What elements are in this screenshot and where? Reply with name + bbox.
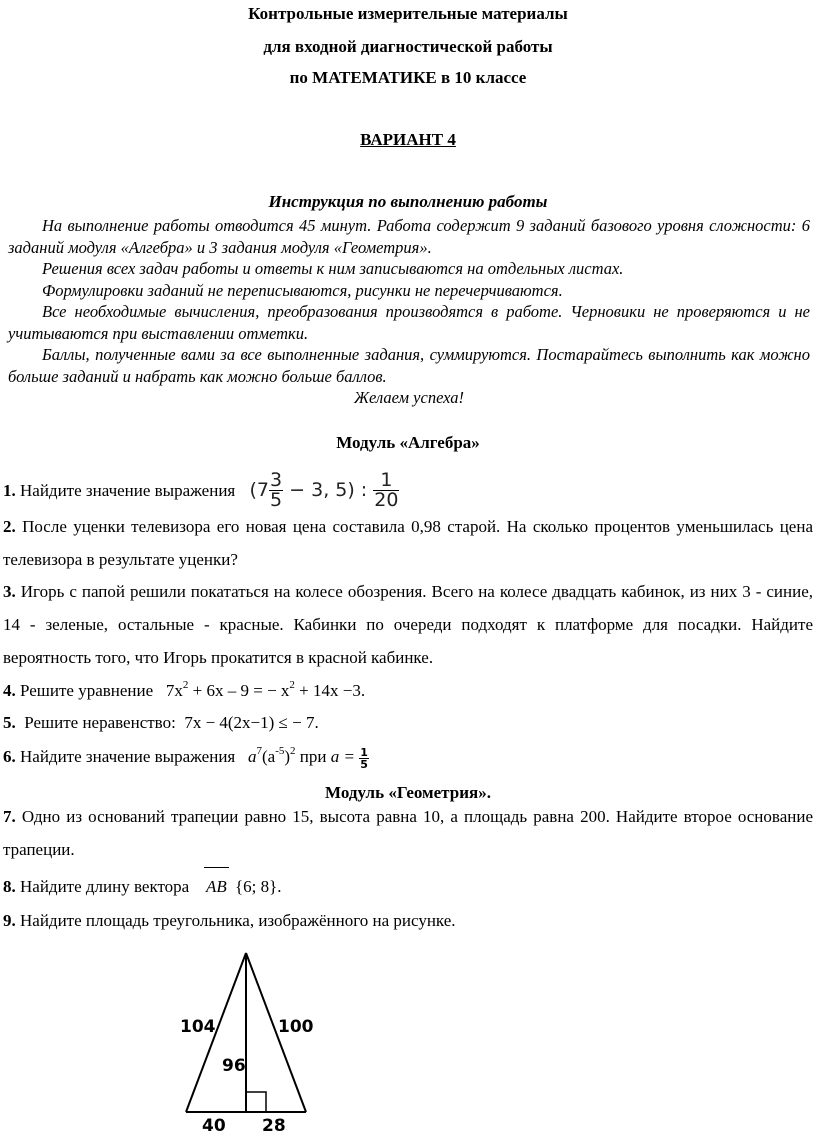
instructions-p5: Баллы, полученные вами за все выполненные задания, суммируются. Постарайтесь выполнить как можно больше заданий и набрать как можно больше баллов. (8, 345, 810, 386)
left-side-label: 104 (180, 1017, 216, 1037)
task-number: 9. (3, 911, 16, 930)
right-angle-mark (246, 1092, 266, 1112)
task-9 (3, 904, 813, 937)
task-number: 4. (3, 681, 16, 700)
task-1 (3, 470, 813, 511)
instructions-p2: Решения всех задач работы и ответы к ним записываются на отдельных листах. (42, 259, 624, 278)
task-number: 5. (3, 713, 16, 732)
task-text: Игорь с папой решили покататься на колесе обозрения. Всего на колесе двадцать кабинок, из них 3 - синие, 14 - зеленые, остальные - красные. Кабинки по очереди подходят к платформе для посадки. Найдите вероятность того, что Игорь прокатится в красной кабинке. (3, 582, 813, 667)
task-4 (3, 674, 813, 707)
task-8 (3, 870, 813, 903)
task-text: Решите неравенство: (24, 713, 176, 732)
header-line-2: для входной диагностической работы (263, 37, 553, 56)
task-text: Решите уравнение (20, 681, 154, 700)
right-side-label: 100 (278, 1017, 314, 1037)
instructions-p1: На выполнение работы отводится 45 минут. Работа содержит 9 заданий базового уровня сложности: 6 заданий модуля «Алгебра» и 3 задания модуля «Геометрия». (8, 216, 810, 257)
task-text: Найдите длину вектора (20, 877, 190, 896)
instructions-p4: Все необходимые вычисления, преобразования производятся в работе. Черновики не проверяются и не учитываются при выставлении отметки. (8, 302, 810, 343)
height-label: 96 (222, 1056, 246, 1076)
instructions-title: Инструкция по выполнению работы (268, 192, 548, 211)
task-7 (3, 800, 813, 866)
task-5 (3, 706, 813, 739)
task-number: 6. (3, 747, 16, 766)
task-3 (3, 575, 813, 674)
task-text: Одно из оснований трапеции равно 15, высота равна 10, а площадь равна 200. Найдите второе основание трапеции. (3, 807, 813, 859)
variant-title: ВАРИАНТ 4 (360, 130, 456, 149)
task-number: 1. (3, 481, 16, 500)
instructions-wish: Желаем успеха! (353, 388, 465, 407)
base-right-label: 28 (262, 1116, 286, 1135)
task-number: 3. (3, 582, 16, 601)
task-text: После уценки телевизора его новая цена составила 0,98 старой. На сколько процентов уменьшилась цена телевизора в результате уценки? (3, 517, 813, 569)
task-text: Найдите значение выражения (20, 747, 236, 766)
instructions-block (8, 215, 810, 409)
vector-ab: AB (202, 870, 231, 903)
task-1-expression: (7 $\frac{3}{5}$ − 3, 5) : $\frac{1}{20}$ (249, 469, 399, 511)
instructions-p3: Формулировки заданий не переписываются, рисунки не перечерчиваются. (42, 280, 563, 300)
task-number: 2. (3, 517, 16, 536)
task-text: Найдите площадь треугольника, изображённого на рисунке. (20, 911, 456, 930)
task-4-equation: $7x^2 + 6x - 9$ = − $x^2 + 14x -3$. (165, 679, 366, 700)
vector-coords: {6; 8}. (235, 877, 282, 896)
task-number: 8. (3, 877, 16, 896)
base-left-label: 40 (202, 1116, 226, 1135)
task-5-inequality: 7x − 4(2x−1) ≤ − 7. (184, 713, 319, 732)
task-text: Найдите значение выражения (20, 481, 236, 500)
header-line-3: по МАТЕМАТИКЕ в 10 классе (289, 68, 527, 87)
task-number: 7. (3, 807, 16, 826)
algebra-module-title: Модуль «Алгебра» (336, 433, 480, 452)
task-6 (3, 740, 813, 773)
task-6-expression: $a^7(a^{-5})^2$ при a = $\frac{1}{5}$ (247, 745, 368, 771)
header-line-1: Контрольные измерительные материалы (248, 4, 568, 23)
task-2 (3, 510, 813, 576)
triangle-figure (170, 945, 330, 1135)
geometry-module-title: Модуль «Геометрия». (325, 783, 491, 802)
